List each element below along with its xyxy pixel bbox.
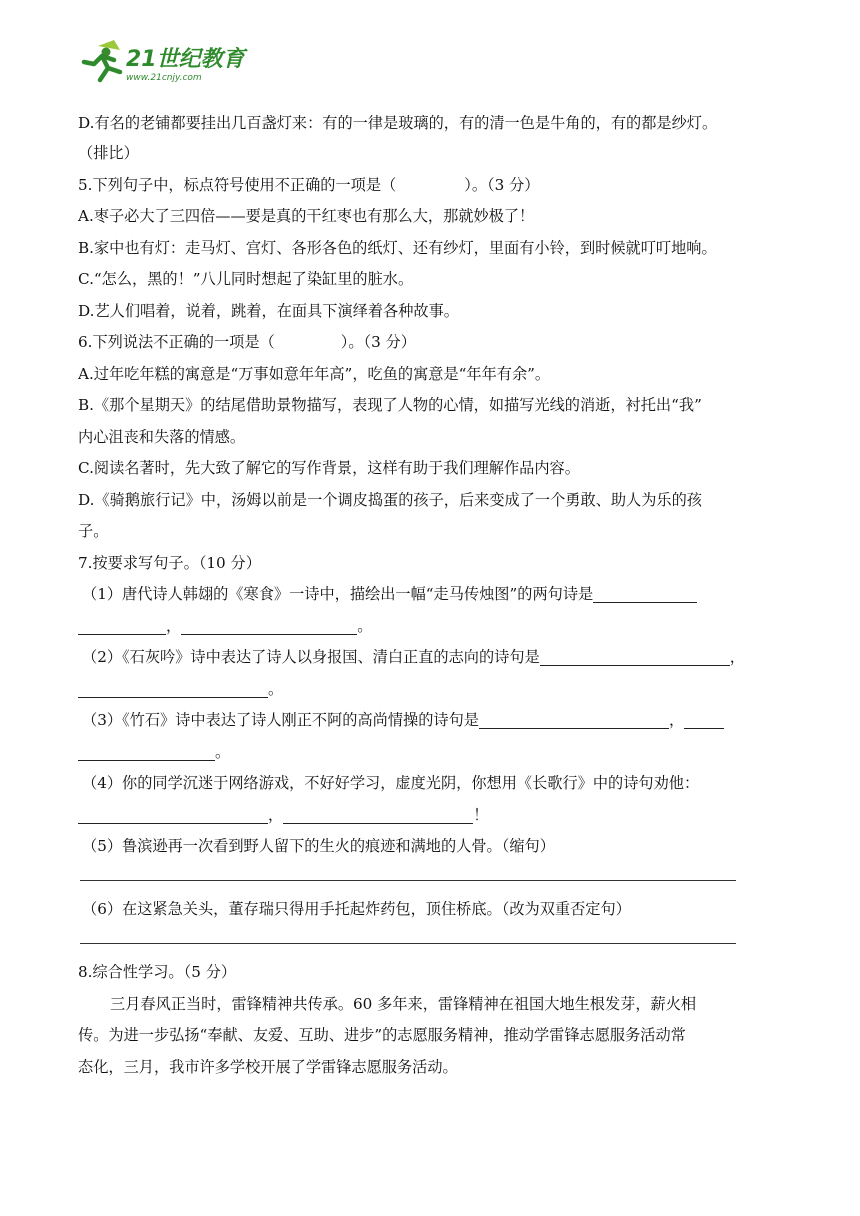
answer-blank[interactable] xyxy=(540,647,730,666)
logo-text: 21世纪教育 xyxy=(126,47,245,72)
runner-icon xyxy=(98,40,120,50)
answer-blank[interactable] xyxy=(181,616,357,635)
answer-blank[interactable] xyxy=(593,584,697,603)
passage-line-3: 态化，三月，我市许多学校开展了学雷锋志愿服务活动。 xyxy=(78,1057,458,1076)
q7-item-5: （5）鲁滨逊再一次看到野人留下的生火的痕迹和满地的人骨。（缩句） xyxy=(82,837,555,855)
q7-item-5-answer-line xyxy=(78,863,788,895)
q6-option-c: C.阅读名著时，先大致了解它的写作背景，这样有助于我们理解作品内容。 xyxy=(78,459,580,477)
q7-item-1: （1）唐代诗人韩翃的《寒食》一诗中，描绘出一幅“走马传烛图”的两句诗是 xyxy=(78,579,788,611)
q5-option-d: D.艺人们唱着，说着，跳着，在面具下演绎着各种故事。 xyxy=(78,301,459,320)
answer-blank[interactable] xyxy=(78,616,166,635)
answer-blank[interactable] xyxy=(684,710,724,729)
question-8: 8.综合性学习。（5 分） xyxy=(78,963,237,981)
q7-item-2: （2）《石灰吟》诗中表达了诗人以身报国、清白正直的志向的诗句是 ， xyxy=(82,648,745,666)
q7-item-1-blanks: ， 。 xyxy=(78,611,788,643)
answer-blank[interactable] xyxy=(78,679,268,698)
answer-blank[interactable] xyxy=(479,710,669,729)
answer-line[interactable] xyxy=(80,863,736,881)
q7-item-3-blanks: 。 xyxy=(78,737,788,769)
q7-item-6: （6）在这紧急关头，董存瑞只得用手托起炸药包，顶住桥底。（改为双重否定句） xyxy=(82,900,631,918)
q6-option-a: A.过年吃年糕的寓意是“万事如意年年高”，吃鱼的寓意是“年年有余”。 xyxy=(78,364,551,383)
q7-item-6-answer-line xyxy=(78,926,788,958)
site-logo xyxy=(80,40,260,84)
q4-option-d: D.有名的老铺都要挂出几百盏灯来：有的一律是玻璃的，有的清一色是牛角的，有的都是纱灯。 xyxy=(78,114,718,132)
question-6: 6.下列说法不正确的一项是（ ）。（3 分） xyxy=(78,333,416,351)
q6-option-b-1: B.《那个星期天》的结尾借助景物描写，表现了人物的心情，如描写光线的消逝，衬托出“我” xyxy=(78,396,702,414)
q7-item-2-blanks: 。 xyxy=(78,674,788,706)
answer-blank[interactable] xyxy=(78,805,268,824)
q5-option-b: B.家中也有灯：走马灯、宫灯、各形各色的纸灯、还有纱灯，里面有小铃，到时候就叮叮地响。 xyxy=(78,238,717,257)
answer-blank[interactable] xyxy=(283,805,473,824)
answer-line[interactable] xyxy=(80,926,736,944)
question-7: 7.按要求写句子。（10 分） xyxy=(78,553,261,572)
q7-item-4: （4）你的同学沉迷于网络游戏，不好好学习，虚度光阴，你想用《长歌行》中的诗句劝他： xyxy=(82,774,700,792)
passage-line-1: 三月春风正当时，雷锋精神共传承。60 多年来，雷锋精神在祖国大地生根发芽，薪火相 xyxy=(110,994,697,1013)
question-5: 5.下列句子中，标点符号使用不正确的一项是（ ）。（3 分） xyxy=(78,175,540,194)
logo-url: www.21cnjy.com xyxy=(126,73,202,83)
q6-option-b-2: 内心沮丧和失落的情感。 xyxy=(78,427,246,446)
q6-option-d-1: D.《骑鹅旅行记》中，汤姆以前是一个调皮捣蛋的孩子，后来变成了一个勇敢、助人为乐的孩 xyxy=(78,490,702,509)
worksheet-body xyxy=(78,108,788,1083)
q6-option-d-2: 子。 xyxy=(78,522,109,540)
answer-blank[interactable] xyxy=(78,742,215,761)
q7-item-4-blanks: ， ！ xyxy=(78,800,788,832)
q7-item-3: （3）《竹石》诗中表达了诗人刚正不阿的高尚情操的诗句是 ， xyxy=(78,705,788,737)
passage-line-2: 传。为进一步弘扬“奉献、友爱、互助、进步”的志愿服务精神，推动学雷锋志愿服务活动常 xyxy=(78,1026,686,1044)
q4-option-d-tag: （排比） xyxy=(78,144,139,162)
q5-option-a: A.枣子必大了三四倍——要是真的干红枣也有那么大，那就妙极了！ xyxy=(78,207,535,225)
q5-option-c: C.“怎么，黑的！”八儿同时想起了染缸里的脏水。 xyxy=(78,270,414,288)
